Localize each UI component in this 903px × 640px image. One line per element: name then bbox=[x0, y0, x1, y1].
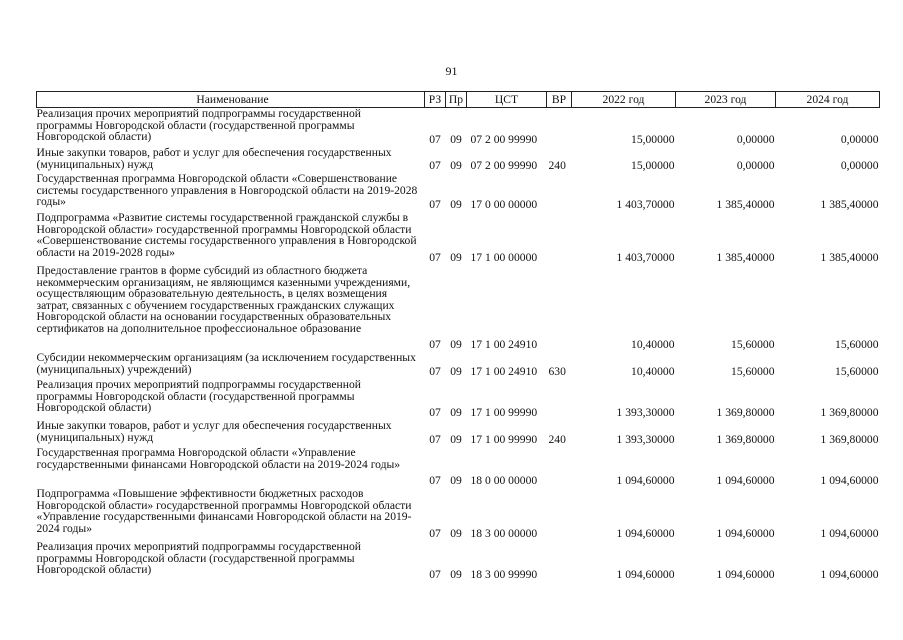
row-cst: 18 3 00 99990 bbox=[470, 568, 538, 582]
row-amount-2024: 15,60000 bbox=[835, 338, 879, 352]
column-header-2022: 2022 год bbox=[572, 92, 676, 108]
row-name: Иные закупки товаров, работ и услуг для обеспечения государственных (муниципальных) нужд bbox=[36, 419, 392, 444]
row-rz: 07 bbox=[429, 568, 441, 582]
row-amount-2024: 1 094,60000 bbox=[820, 527, 879, 541]
row-cst: 17 1 00 99990 bbox=[470, 406, 538, 420]
row-pr: 09 bbox=[450, 433, 462, 447]
row-cst: 17 1 00 00000 bbox=[470, 251, 538, 265]
row-rz: 07 bbox=[429, 198, 441, 212]
row-amount-2024: 1 369,80000 bbox=[820, 406, 879, 420]
row-vr bbox=[547, 212, 572, 265]
table-row bbox=[37, 352, 880, 379]
page-number: 91 bbox=[445, 64, 458, 78]
column-header-name: Наименование bbox=[37, 92, 425, 108]
row-cst: 17 1 00 24910 bbox=[470, 338, 538, 352]
row-name: Государственная программа Новгородской области «Совершенствование системы государственного управления в Новгородской области на 2019-2028 годы» bbox=[36, 172, 418, 209]
row-amount-2024: 0,00000 bbox=[840, 133, 879, 147]
row-vr bbox=[547, 379, 572, 420]
table-row bbox=[37, 212, 880, 265]
row-pr: 09 bbox=[450, 568, 462, 582]
row-amount-2022: 1 094,60000 bbox=[616, 568, 675, 582]
row-amount-2023: 0,00000 bbox=[736, 159, 775, 173]
row-pr: 09 bbox=[450, 251, 462, 265]
row-vr bbox=[547, 108, 572, 148]
table-row bbox=[37, 488, 880, 541]
row-cst: 17 0 00 00000 bbox=[470, 198, 538, 212]
row-amount-2024: 1 385,40000 bbox=[820, 198, 879, 212]
row-pr: 09 bbox=[450, 527, 462, 541]
row-amount-2024: 15,60000 bbox=[835, 365, 879, 379]
row-amount-2022: 1 403,70000 bbox=[616, 198, 675, 212]
table-row bbox=[37, 265, 880, 352]
row-vr: 240 bbox=[548, 433, 566, 447]
row-amount-2022: 15,00000 bbox=[631, 159, 675, 173]
row-name: Предоставление грантов в форме субсидий из областного бюджета некоммерческим организациям, не являющимся казенными учреждениями, осуществляющим образовательную деятельность, в целях возмещения затрат, связанных с обучением государственных гражданских служащих Новгородской области на основании государственных образовательных сертификатов на дополнительное профессиональное образование bbox=[36, 264, 411, 335]
row-cst: 07 2 00 99990 bbox=[470, 159, 538, 173]
row-name: Реализация прочих мероприятий подпрограммы государственной программы Новгородской области (государственной программы Новгородской области) bbox=[36, 107, 361, 144]
row-rz: 07 bbox=[429, 433, 441, 447]
row-cst: 07 2 00 99990 bbox=[470, 133, 538, 147]
row-name: Подпрограмма «Развитие системы государственной гражданской службы в Новгородской области» государственной программы Новгородской области «Совершенствование системы государственного управления в Новгородской области на 2019-2028 годы» bbox=[36, 211, 417, 259]
row-amount-2023: 1 369,80000 bbox=[716, 433, 775, 447]
row-amount-2022: 1 094,60000 bbox=[616, 474, 675, 488]
column-header-cst: ЦСТ bbox=[467, 92, 547, 108]
row-name: Подпрограмма «Повышение эффективности бюджетных расходов Новгородской области» государственной программы Новгородской области «Управление государственными финансами Новгородской области на 2019-2024 годы» bbox=[36, 487, 412, 535]
row-amount-2024: 0,00000 bbox=[840, 159, 879, 173]
row-vr bbox=[547, 265, 572, 352]
table-row bbox=[37, 108, 880, 148]
row-cst: 18 0 00 00000 bbox=[470, 474, 538, 488]
row-cst: 18 3 00 00000 bbox=[470, 527, 538, 541]
row-amount-2022: 15,00000 bbox=[631, 133, 675, 147]
row-amount-2024: 1 369,80000 bbox=[820, 433, 879, 447]
row-vr: 240 bbox=[548, 159, 566, 173]
row-amount-2024: 1 094,60000 bbox=[820, 474, 879, 488]
row-name: Реализация прочих мероприятий подпрограммы государственной программы Новгородской области (государственной программы Новгородской области) bbox=[36, 540, 361, 577]
row-vr bbox=[547, 447, 572, 488]
row-pr: 09 bbox=[450, 338, 462, 352]
row-name: Иные закупки товаров, работ и услуг для обеспечения государственных (муниципальных) нужд bbox=[36, 146, 392, 171]
row-name: Субсидии некоммерческим организациям (за исключением государственных (муниципальных) учреждений) bbox=[36, 351, 416, 376]
row-name: Государственная программа Новгородской области «Управление государственными финансами Новгородской области на 2019-2024 годы» bbox=[36, 446, 401, 471]
column-header-vr: ВР bbox=[547, 92, 572, 108]
column-header-pr: Пр bbox=[446, 92, 467, 108]
row-amount-2022: 1 393,30000 bbox=[616, 433, 675, 447]
table-row bbox=[37, 541, 880, 582]
row-amount-2022: 10,40000 bbox=[631, 365, 675, 379]
row-amount-2023: 0,00000 bbox=[736, 133, 775, 147]
column-header-rz: РЗ bbox=[425, 92, 446, 108]
row-pr: 09 bbox=[450, 133, 462, 147]
row-pr: 09 bbox=[450, 406, 462, 420]
row-amount-2024: 1 094,60000 bbox=[820, 568, 879, 582]
row-amount-2022: 10,40000 bbox=[631, 338, 675, 352]
table-header-row bbox=[37, 92, 880, 108]
row-vr bbox=[547, 541, 572, 582]
table-row bbox=[37, 173, 880, 212]
row-rz: 07 bbox=[429, 474, 441, 488]
row-cst: 17 1 00 99990 bbox=[470, 433, 538, 447]
budget-table bbox=[36, 91, 880, 582]
row-amount-2023: 1 369,80000 bbox=[716, 406, 775, 420]
row-cst: 17 1 00 24910 bbox=[470, 365, 538, 379]
row-pr: 09 bbox=[450, 474, 462, 488]
column-header-2023: 2023 год bbox=[676, 92, 776, 108]
row-amount-2022: 1 403,70000 bbox=[616, 251, 675, 265]
row-pr: 09 bbox=[450, 159, 462, 173]
row-amount-2023: 15,60000 bbox=[731, 365, 775, 379]
row-rz: 07 bbox=[429, 365, 441, 379]
row-rz: 07 bbox=[429, 338, 441, 352]
row-pr: 09 bbox=[450, 365, 462, 379]
row-amount-2023: 1 094,60000 bbox=[716, 474, 775, 488]
row-amount-2023: 1 385,40000 bbox=[716, 198, 775, 212]
row-vr bbox=[547, 173, 572, 212]
table-row bbox=[37, 447, 880, 488]
row-name: Реализация прочих мероприятий подпрограммы государственной программы Новгородской области (государственной программы Новгородской области) bbox=[36, 378, 361, 415]
table-row bbox=[37, 379, 880, 420]
row-vr bbox=[547, 488, 572, 541]
row-rz: 07 bbox=[429, 251, 441, 265]
row-vr: 630 bbox=[548, 365, 566, 379]
row-amount-2023: 1 094,60000 bbox=[716, 527, 775, 541]
row-rz: 07 bbox=[429, 527, 441, 541]
row-amount-2022: 1 094,60000 bbox=[616, 527, 675, 541]
row-pr: 09 bbox=[450, 198, 462, 212]
table-body bbox=[37, 108, 880, 583]
row-rz: 07 bbox=[429, 133, 441, 147]
row-amount-2023: 1 094,60000 bbox=[716, 568, 775, 582]
table-row bbox=[37, 147, 880, 173]
table-row bbox=[37, 420, 880, 447]
row-amount-2024: 1 385,40000 bbox=[820, 251, 879, 265]
column-header-2024: 2024 год bbox=[776, 92, 880, 108]
row-rz: 07 bbox=[429, 406, 441, 420]
row-amount-2023: 1 385,40000 bbox=[716, 251, 775, 265]
row-amount-2023: 15,60000 bbox=[731, 338, 775, 352]
row-rz: 07 bbox=[429, 159, 441, 173]
row-amount-2022: 1 393,30000 bbox=[616, 406, 675, 420]
